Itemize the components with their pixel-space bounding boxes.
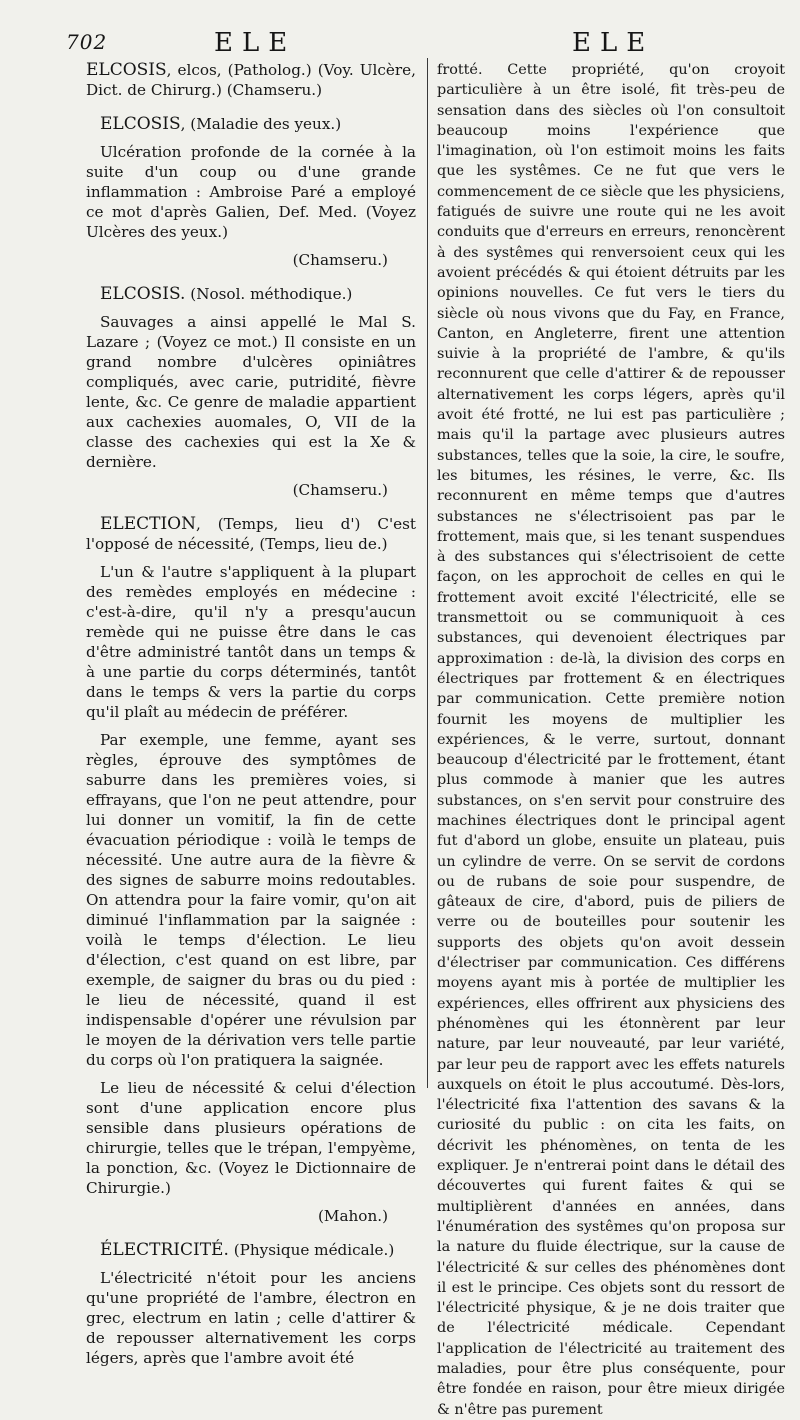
author-signature: (Mahon.) bbox=[318, 1207, 388, 1225]
entry-text: (Nosol. méthodique.) bbox=[190, 285, 353, 303]
entry-elcosis-3-heading bbox=[86, 284, 416, 304]
entry-text: , elcos, (Patholog.) (Voy. Ulcère, Dict. de Chirurg.) (Chamseru.) bbox=[86, 61, 416, 99]
entry-elcosis-1 bbox=[86, 60, 416, 100]
headword: ÉLECTRICITÉ. bbox=[100, 1240, 229, 1260]
page-number: 702 bbox=[66, 30, 108, 54]
entry-continuation: frotté. Cette propriété, qu'on croyoit particulière à un être isolé, fit très-peu de sensation dans des siècles où l'on consultoit beaucoup moins l'expérience que l'imagination, où l'on estimoit moins les faits que les systêmes. Ce ne fut que vers le commencement de ce siècle que les physiciens, fatigués de suivre une route qui ne les avoit conduits que d'erreurs en erreurs, renoncèrent à des systêmes qui renversoient ceux qui les avoient précédés & qui étoient détruits par les opinions nouvelles. Ce fut vers le tiers du siècle où nous vivons que du Fay, en France, Canton, en Angleterre, firent une attention suivie à la propriété de l'ambre, & qu'ils reconnurent que celle d'attirer & de repousser alternativement les corps légers, après qu'il avoit été frotté, ne lui est pas particulière ; mais qu'il la partage avec plusieurs autres substances, telles que la soie, la cire, le soufre, les bitumes, les résines, le verre, &c. Ils reconnurent en même temps que d'autres substances ne s'électrisoient pas par le frottement, mais que, si les tenant suspendues à des substances qui s'électrisoient de cette façon, on les approchoit de celles en qui le frottement avoit excité l'électricité, elle se transmettoit ou se communiquoit à ces substances, qui devenoient électriques par approximation : de-là, la division des corps en électriques par frottement & en électriques par communication. Cette première notion fournit les moyens de multiplier les expériences, & le verre, surtout, donnant beaucoup d'électricité par le frottement, étant plus commode à manier que les autres substances, on s'en servit pour construire des machines électriques dont le principal agent fut d'abord un globe, ensuite un plateau, puis un cylindre de verre. On se servit de cordons ou de rubans de soie pour suspendre, de gâteaux de cire, d'abord, puis de piliers de verre ou de bouteilles pour soutenir les supports des objets qu'on avoit dessein d'électriser par communication. Ces différens moyens ayant mis à portée de multiplier les expériences, elles offrirent aux physiciens des phénomènes qui les étonnèrent par leur nature, par leur nouveauté, par leur variété, par leur peu de rapport avec les effets naturels auxquels on étoit le plus accoutumé. Dès-lors, l'électricité fixa l'attention des savans & la curiosité du public : on cita les faits, on décrivit les phénomènes, on tenta de les expliquer. Je n'entrerai point dans le détail des découvertes qui furent faites & qui se multiplièrent d'années en années, dans l'énumération des systêmes qu'on proposa sur la nature du fluide électrique, sur la cause de l'électricité & sur celles des phénomènes dont il est le principe. Ces objets sont du ressort de l'électricité physique, & je ne dois traiter que de l'électricité médicale. Cependant l'application de l'électricité au traitement des maladies, pour être plus conséquente, pour être fondée en raison, pour être mieux dirigée & n'être pas purement bbox=[437, 62, 785, 1418]
left-column bbox=[86, 60, 416, 1368]
entry-paragraph: Le lieu de nécessité & celui d'élection sont d'une application encore plus sensible dans plusieurs opérations de chirurgie, telles que le trépan, l'empyème, la ponction, &c. (Voyez le Dictionnaire de Chirurgie.) bbox=[86, 1079, 416, 1197]
page-header bbox=[0, 22, 800, 56]
entry-election-heading bbox=[86, 514, 416, 554]
running-head-left: ELE bbox=[214, 28, 297, 58]
entry-body: Ulcération profonde de la cornée à la suite d'un coup ou d'une grande inflammation : Ambroise Paré a employé ce mot d'après Galien, Def. Med. (Voyez Ulcères des yeux.) bbox=[86, 143, 416, 241]
author-signature: (Chamseru.) bbox=[292, 481, 388, 499]
entry-text: (Physique médicale.) bbox=[233, 1241, 395, 1259]
entry-electricite-heading bbox=[86, 1240, 416, 1260]
running-head-right: ELE bbox=[572, 28, 655, 58]
entry-text: , (Maladie des yeux.) bbox=[180, 115, 342, 133]
right-column bbox=[437, 60, 785, 1420]
column-divider bbox=[427, 58, 428, 1088]
headword: ELCOSIS bbox=[100, 114, 181, 134]
entry-body: Sauvages a ainsi appellé le Mal S. Lazare ; (Voyez ce mot.) Il consiste en un grand nombre d'ulcères opiniâtres compliqués, avec carie, putridité, fièvre lente, &c. Ce genre de maladie appartient aux cachexies auomales, O, VII de la classe des cachexies qui est la Xe & dernière. bbox=[86, 313, 416, 471]
author-signature: (Chamseru.) bbox=[292, 251, 388, 269]
entry-text: , (Temps, lieu d') C'est l'opposé de nécessité, (Temps, lieu de.) bbox=[86, 515, 416, 553]
entry-body: L'électricité n'étoit pour les anciens qu'une propriété de l'ambre, électron en grec, electrum en latin ; celle d'attirer & de repousser alternativement les corps légers, après que l'ambre avoit été bbox=[86, 1269, 416, 1367]
headword: ELECTION bbox=[100, 514, 196, 534]
headword: ELCOSIS. bbox=[100, 284, 186, 304]
entry-paragraph: L'un & l'autre s'appliquent à la plupart des remèdes employés en médecine : c'est-à-dire, qu'il n'y a presqu'aucun remède qui ne puisse être dans le cas d'être administré tantôt dans un temps & à une partie du corps déterminés, tantôt dans le temps & vers la partie du corps qu'il plaît au médecin de préférer. bbox=[86, 563, 416, 721]
entry-elcosis-2-heading bbox=[86, 114, 416, 134]
entry-paragraph: Par exemple, une femme, ayant ses règles, éprouve des symptômes de saburre dans les premières voies, si effrayans, que l'on ne peut attendre, pour lui donner un vomitif, la fin de cette évacuation périodique : voilà le temps de nécessité. Une autre aura de la fièvre & des signes de saburre moins redoutables. On attendra pour la faire vomir, qu'on ait diminué l'inflammation par la saignée : voilà le temps d'élection. Le lieu d'élection, c'est quand on est libre, par exemple, de saigner du bras ou du pied : le lieu de nécessité, quand il est indispensable d'opérer une révulsion par le moyen de la dérivation vers telle partie du corps où l'on pratiquera la saignée. bbox=[86, 731, 416, 1069]
headword: ELCOSIS bbox=[86, 60, 167, 80]
